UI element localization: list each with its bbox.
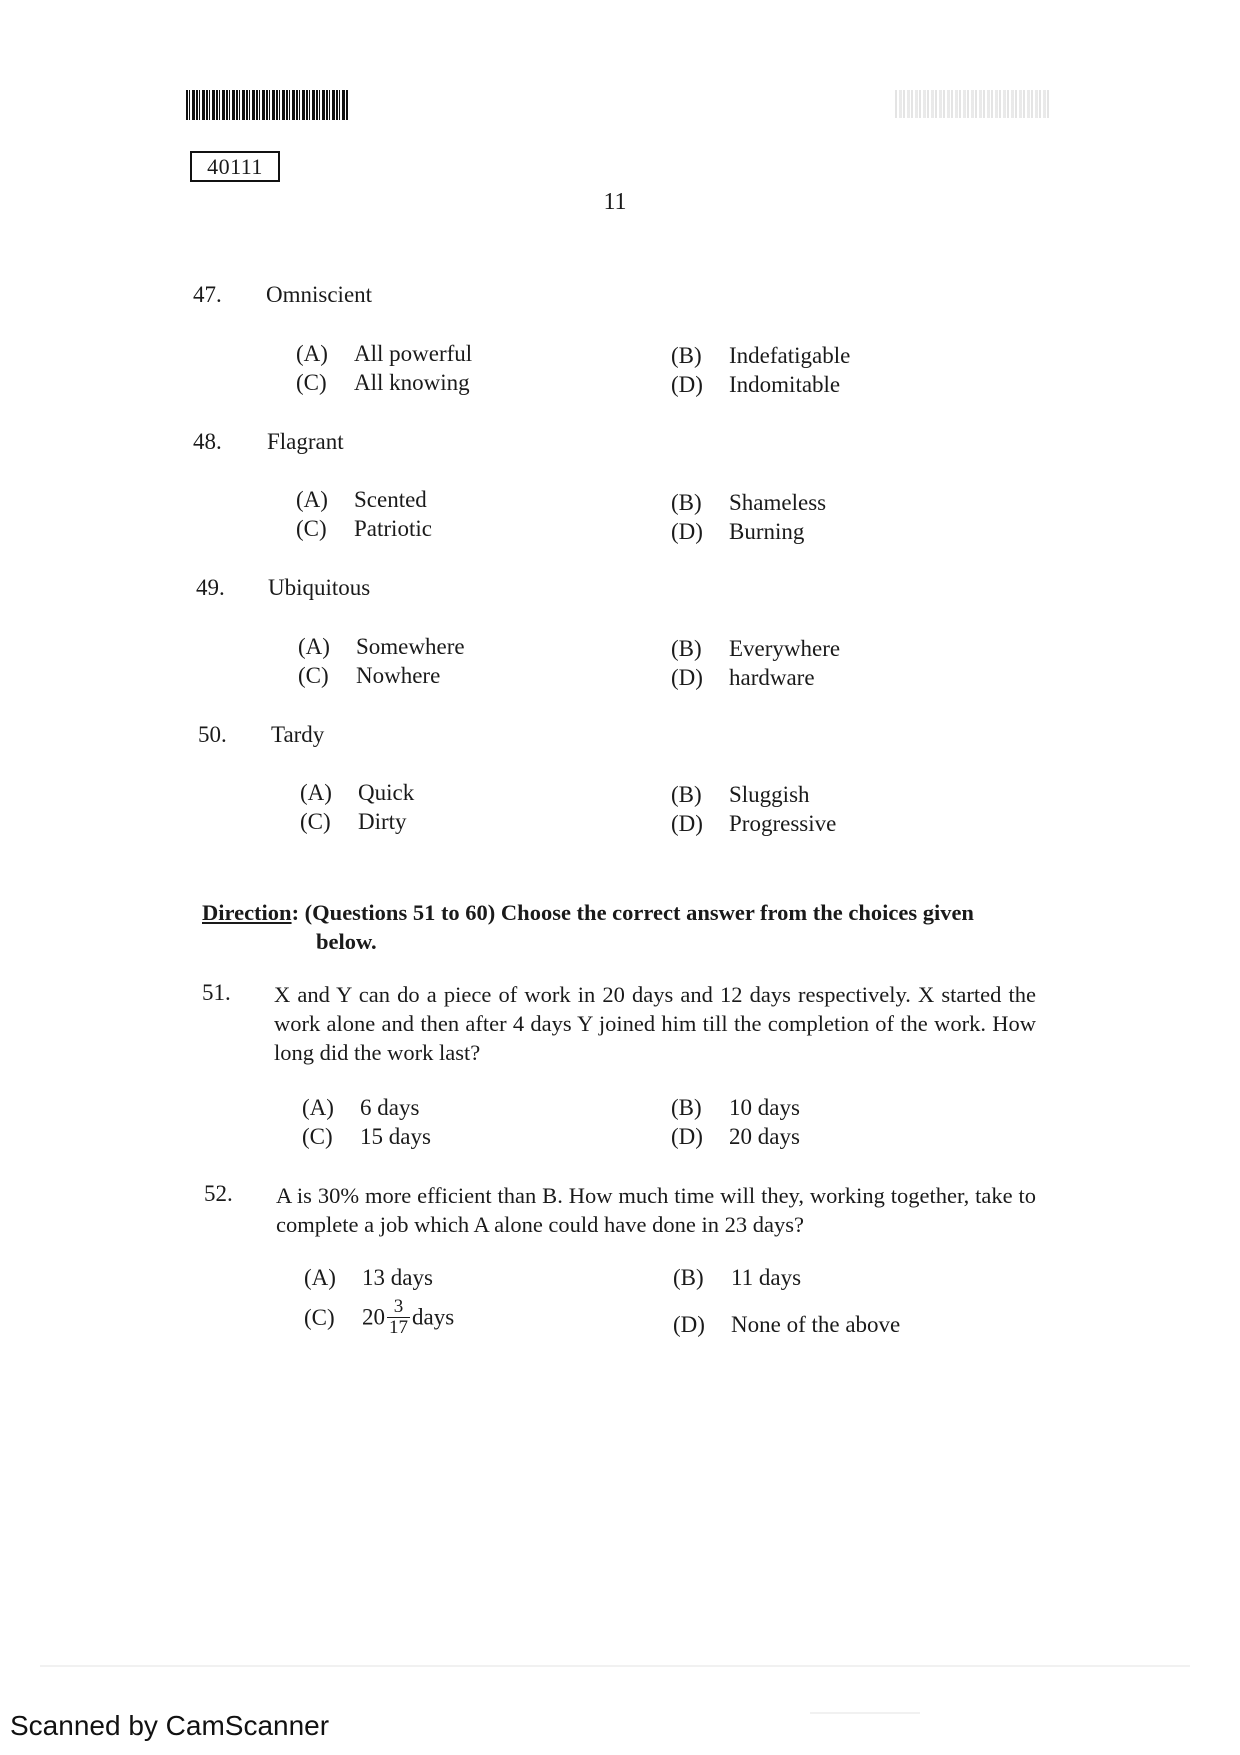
fraction: $\frac{3}{17}$ bbox=[389, 1296, 408, 1338]
option-d: (D) Progressive bbox=[671, 811, 837, 836]
option-c: (C) 20 $\frac{3}{17}$ days bbox=[304, 1296, 455, 1338]
question-number: 48. bbox=[193, 429, 222, 454]
direction-instructions bbox=[202, 898, 1042, 956]
scan-artifact bbox=[810, 1712, 920, 1714]
question-word: Tardy bbox=[271, 722, 325, 747]
question-number: 51. bbox=[202, 980, 231, 1005]
question-number: 52. bbox=[204, 1181, 233, 1206]
faint-barcode-bleed bbox=[895, 90, 1050, 118]
question-word: Flagrant bbox=[267, 429, 344, 454]
option-a: (A) All powerful bbox=[296, 341, 473, 366]
option-d: (D) None of the above bbox=[673, 1312, 901, 1337]
option-c: (C) 15 days bbox=[302, 1124, 431, 1149]
option-c: (C) Patriotic bbox=[296, 516, 432, 541]
option-b: (B) Shameless bbox=[671, 490, 827, 515]
scan-artifact bbox=[40, 1665, 1190, 1667]
direction-label: Direction bbox=[202, 900, 292, 925]
option-a: (A) 13 days bbox=[304, 1265, 433, 1290]
option-d: (D) hardware bbox=[671, 665, 815, 690]
option-b: (B) Everywhere bbox=[671, 636, 841, 661]
option-b: (B) 11 days bbox=[673, 1265, 802, 1290]
barcode bbox=[186, 90, 348, 120]
question-number: 47. bbox=[193, 282, 222, 307]
option-a: (A) 6 days bbox=[302, 1095, 420, 1120]
question-text: X and Y can do a piece of work in 20 days and 12 days respectively. X started the work alone and then after 4 days Y joined him till the completion of the work. How long did the work last? bbox=[274, 982, 1036, 1065]
option-c: (C) All knowing bbox=[296, 370, 470, 395]
option-b: (B) 10 days bbox=[671, 1095, 800, 1120]
question-word: Ubiquitous bbox=[268, 575, 371, 600]
question-number: 49. bbox=[196, 575, 225, 600]
option-b: (B) Indefatigable bbox=[671, 343, 851, 368]
direction-text: : (Questions 51 to 60) Choose the correct answer from the choices given bbox=[291, 900, 974, 925]
direction-text-cont: below. bbox=[316, 929, 377, 954]
option-a: (A) Somewhere bbox=[298, 634, 465, 659]
option-b: (B) Sluggish bbox=[671, 782, 810, 807]
question-number: 50. bbox=[198, 722, 227, 747]
option-c: (C) Dirty bbox=[300, 809, 407, 834]
option-c: (C) Nowhere bbox=[298, 663, 441, 688]
page-number: 11 bbox=[603, 189, 627, 215]
option-a: (A) Quick bbox=[300, 780, 415, 805]
question-word: Omniscient bbox=[266, 282, 373, 307]
scanner-watermark: Scanned by CamScanner bbox=[10, 1710, 330, 1741]
option-d: (D) Burning bbox=[671, 519, 805, 544]
paper-code-box: 40111 bbox=[190, 151, 280, 182]
option-a: (A) Scented bbox=[296, 487, 427, 512]
option-d: (D) Indomitable bbox=[671, 372, 841, 397]
question-text: A is 30% more efficient than B. How much time will they, working together, take to complete a job which A alone could have done in 23 days? bbox=[276, 1183, 1036, 1237]
option-d: (D) 20 days bbox=[671, 1124, 800, 1149]
